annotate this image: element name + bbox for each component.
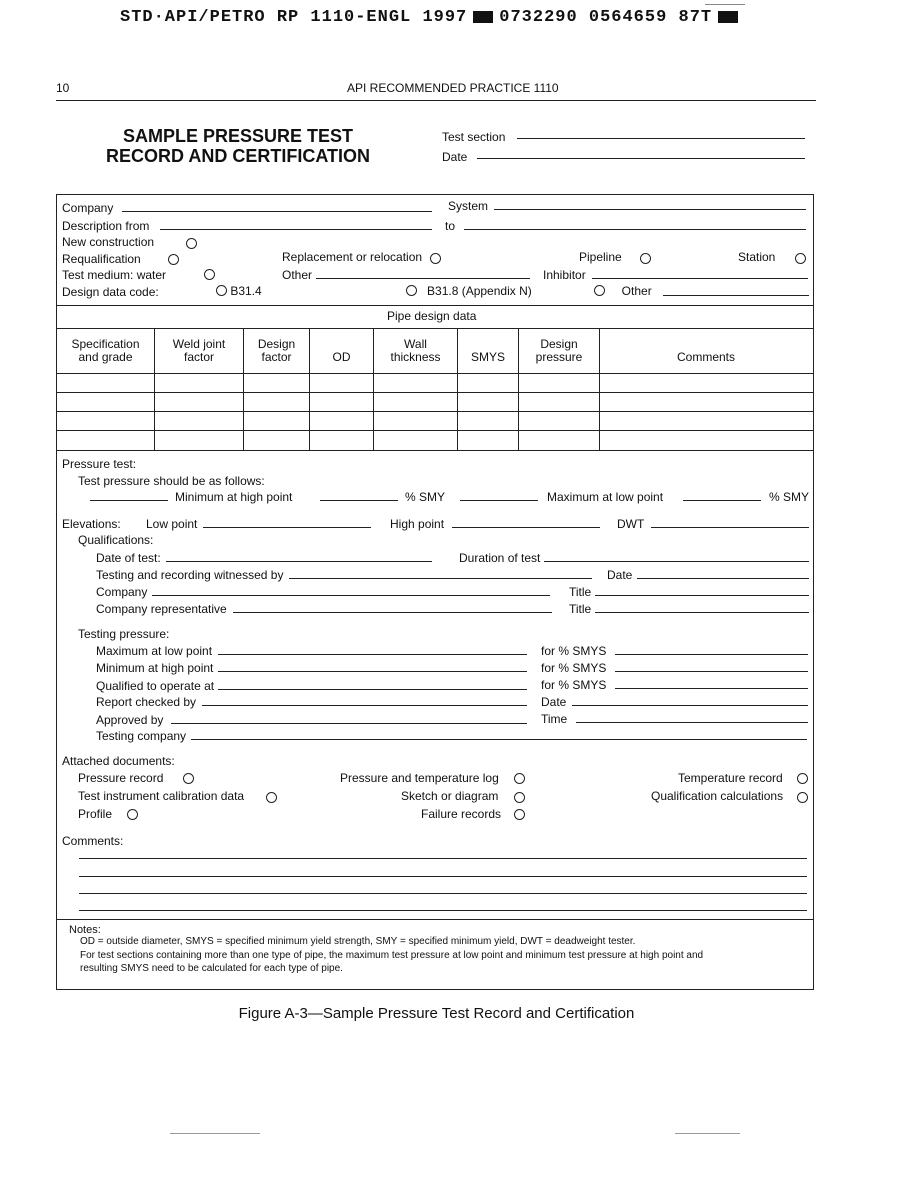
- col-design-factor: Design factor: [257, 337, 296, 364]
- test-section-label: Test section: [442, 130, 506, 144]
- scan-mark: [675, 1133, 740, 1134]
- witness-date-label: Date: [607, 568, 633, 582]
- col-smys: SMYS: [470, 350, 505, 364]
- system-field[interactable]: [494, 209, 806, 210]
- col-spec-grade: Specification and grade: [71, 337, 140, 364]
- max-low-point-field[interactable]: [460, 500, 538, 501]
- date-of-test-field[interactable]: [166, 561, 432, 562]
- pressure-record-label: Pressure record: [78, 771, 164, 785]
- profile-label: Profile: [78, 807, 113, 821]
- date-field[interactable]: [477, 158, 805, 159]
- notes-line-3: resulting SMYS need to be calculated for each type of pipe.: [80, 963, 343, 974]
- system-label: System: [448, 199, 489, 213]
- comments-label: Comments:: [62, 834, 124, 848]
- company-rep-label: Company representative: [96, 602, 227, 616]
- other-field[interactable]: [316, 278, 530, 279]
- date-label: Date: [442, 150, 468, 164]
- table-col-rule: [243, 328, 244, 450]
- requalification-label: Requalification: [62, 252, 141, 266]
- temp-record-checkbox[interactable]: [797, 770, 808, 788]
- low-point-field[interactable]: [203, 527, 371, 528]
- failure-label: Failure records: [421, 807, 502, 821]
- table-col-rule: [309, 328, 310, 450]
- company-rep-field[interactable]: [233, 612, 552, 613]
- test-pressure-instruction: Test pressure should be as follows:: [78, 474, 265, 488]
- scan-mark: [705, 4, 745, 5]
- other-code-field[interactable]: [663, 295, 809, 296]
- col-weld-joint: Weld joint factor: [172, 337, 226, 364]
- col-od: OD: [332, 350, 351, 364]
- min-high-point-label: Minimum at high point: [175, 490, 293, 504]
- time-label: Time: [541, 712, 568, 726]
- dwt-label: DWT: [617, 517, 645, 531]
- pct-smy-label-2: % SMY: [769, 490, 810, 504]
- max-low-point-label: Maximum at low point: [547, 490, 664, 504]
- duration-label: Duration of test: [459, 551, 541, 565]
- col-wall-thickness: Wall thickness: [390, 337, 441, 364]
- col-comments: Comments: [676, 350, 735, 364]
- other-code-option[interactable]: [594, 284, 652, 298]
- testing-company-label: Testing company: [96, 729, 187, 743]
- b318-label: B31.8 (Appendix N): [427, 284, 532, 298]
- notes-heading: Notes:: [69, 924, 101, 936]
- stamp-right: 0732290 0564659 87T: [499, 8, 713, 27]
- table-col-rule: [154, 328, 155, 450]
- tp-min-high-label: Minimum at high point: [96, 661, 214, 675]
- pressure-test-heading: Pressure test:: [62, 457, 137, 471]
- table-col-rule: [373, 328, 374, 450]
- document-stamp: [120, 8, 744, 27]
- date-of-test-label: Date of test:: [96, 551, 161, 565]
- qualified-label: Qualified to operate at: [96, 679, 215, 693]
- table-row-rule: [56, 392, 813, 393]
- inhibitor-field[interactable]: [592, 278, 808, 279]
- test-medium-label: Test medium: water: [62, 268, 167, 282]
- other-code-label: Other: [621, 284, 652, 298]
- title-label: Title: [569, 585, 592, 599]
- figure-caption: Figure A-3—Sample Pressure Test Record and Certification: [238, 1005, 635, 1022]
- replacement-radio[interactable]: [430, 250, 441, 268]
- report-date-label: Date: [541, 695, 567, 709]
- approved-label: Approved by: [96, 713, 164, 727]
- pipeline-radio[interactable]: [640, 250, 651, 268]
- comment-line[interactable]: [79, 876, 807, 877]
- table-row-rule: [56, 411, 813, 412]
- pct-smy-label: % SMY: [405, 490, 446, 504]
- table-col-rule: [457, 328, 458, 450]
- comment-line[interactable]: [79, 858, 807, 859]
- tp-max-low-field[interactable]: [218, 654, 527, 655]
- other-label: Other: [282, 268, 313, 282]
- dwt-field[interactable]: [651, 527, 809, 528]
- comment-line[interactable]: [79, 893, 807, 894]
- to-field[interactable]: [464, 229, 806, 230]
- scan-mark: [170, 1133, 260, 1134]
- high-point-label: High point: [390, 517, 445, 531]
- approved-field[interactable]: [171, 723, 527, 724]
- witness-company-field[interactable]: [152, 595, 550, 596]
- notes-line-1: OD = outside diameter, SMYS = specified minimum yield strength, SMY = specified minimum yield, DWT = deadweight tester.: [80, 936, 636, 947]
- report-checked-field[interactable]: [202, 705, 527, 706]
- for-smys-field-3[interactable]: [615, 688, 808, 689]
- witness-date-field[interactable]: [637, 578, 809, 579]
- elevations-label: Elevations:: [62, 517, 121, 531]
- for-smys-label-3: for % SMYS: [541, 678, 607, 692]
- qualifications-label: Qualifications:: [78, 533, 154, 547]
- table-bottom-rule: [56, 450, 813, 451]
- high-point-field[interactable]: [452, 527, 600, 528]
- stamp-left: STD·API/PETRO RP 1110-ENGL 1997: [120, 8, 468, 27]
- max-low-smy-field[interactable]: [683, 500, 761, 501]
- page-title-line1: SAMPLE PRESSURE TEST: [122, 126, 354, 146]
- table-col-rule: [599, 328, 600, 450]
- qual-calc-checkbox[interactable]: [797, 789, 808, 807]
- page-number: 10: [56, 81, 70, 95]
- requalification-radio[interactable]: [168, 251, 179, 269]
- page-title-line2: RECORD AND CERTIFICATION: [106, 146, 370, 166]
- station-label: Station: [738, 250, 776, 264]
- pt-log-label: Pressure and temperature log: [340, 771, 499, 785]
- b318-option[interactable]: [406, 284, 532, 298]
- description-from-field[interactable]: [160, 229, 432, 230]
- rep-title-field[interactable]: [595, 612, 809, 613]
- station-radio[interactable]: [795, 250, 806, 268]
- test-medium-radio[interactable]: [204, 266, 215, 284]
- pressure-record-checkbox[interactable]: [183, 770, 194, 788]
- failure-checkbox[interactable]: [514, 806, 525, 824]
- inhibitor-label: Inhibitor: [543, 268, 586, 282]
- pt-log-checkbox[interactable]: [514, 770, 525, 788]
- rep-title-label: Title: [569, 602, 592, 616]
- notes-divider: [56, 919, 813, 920]
- test-section-field[interactable]: [517, 138, 805, 139]
- witness-company-label: Company: [96, 585, 148, 599]
- witnessed-label: Testing and recording witnessed by: [96, 568, 284, 582]
- company-field[interactable]: [122, 211, 432, 212]
- replacement-label: Replacement or relocation: [282, 250, 423, 264]
- new-construction-radio[interactable]: [186, 235, 197, 253]
- witnessed-field[interactable]: [289, 578, 592, 579]
- table-header-rule: [56, 373, 813, 374]
- pipe-table-caption: Pipe design data: [387, 309, 477, 323]
- comment-line[interactable]: [79, 910, 807, 911]
- temp-record-label: Temperature record: [678, 771, 783, 785]
- sketch-label: Sketch or diagram: [401, 789, 499, 803]
- tp-max-low-label: Maximum at low point: [96, 644, 213, 658]
- running-title: API RECOMMENDED PRACTICE 1110: [347, 81, 559, 95]
- sketch-checkbox[interactable]: [514, 789, 525, 807]
- low-point-label: Low point: [146, 517, 198, 531]
- section-divider: [56, 305, 813, 306]
- for-smys-label-1: for % SMYS: [541, 644, 607, 658]
- report-date-field[interactable]: [572, 705, 808, 706]
- testing-company-field[interactable]: [191, 739, 807, 740]
- company-label: Company: [62, 201, 114, 215]
- redaction-block: [473, 11, 493, 23]
- attached-heading: Attached documents:: [62, 754, 175, 768]
- table-row-rule: [56, 430, 813, 431]
- description-from-label: Description from: [62, 219, 150, 233]
- qual-calc-label: Qualification calculations: [651, 789, 784, 803]
- to-label: to: [445, 219, 456, 233]
- report-checked-label: Report checked by: [96, 695, 197, 709]
- calibration-checkbox[interactable]: [266, 789, 277, 807]
- table-col-rule: [518, 328, 519, 450]
- for-smys-label-2: for % SMYS: [541, 661, 607, 675]
- design-data-code-label: Design data code:: [62, 285, 159, 299]
- time-field[interactable]: [576, 722, 808, 723]
- testing-pressure-label: Testing pressure:: [78, 627, 170, 641]
- calibration-label: Test instrument calibration data: [78, 789, 245, 803]
- notes-line-2: For test sections containing more than one type of pipe, the maximum test pressure at low point and minimum test pressure at high point and: [80, 950, 704, 961]
- table-top-rule: [56, 328, 813, 329]
- tp-min-high-field[interactable]: [218, 671, 527, 672]
- header-rule: [56, 100, 816, 101]
- new-construction-label: New construction: [62, 235, 155, 249]
- min-high-smy-field[interactable]: [320, 500, 398, 501]
- title-field[interactable]: [595, 595, 809, 596]
- duration-field[interactable]: [544, 561, 809, 562]
- min-high-point-field[interactable]: [90, 500, 168, 501]
- profile-checkbox[interactable]: [127, 806, 138, 824]
- qualified-field[interactable]: [218, 689, 527, 690]
- for-smys-field-1[interactable]: [615, 654, 808, 655]
- b314-option[interactable]: [216, 284, 262, 298]
- redaction-block: [718, 11, 738, 23]
- for-smys-field-2[interactable]: [615, 671, 808, 672]
- col-design-pressure: Design pressure: [535, 337, 583, 364]
- pipeline-label: Pipeline: [579, 250, 622, 264]
- b314-label: B31.4: [230, 284, 262, 298]
